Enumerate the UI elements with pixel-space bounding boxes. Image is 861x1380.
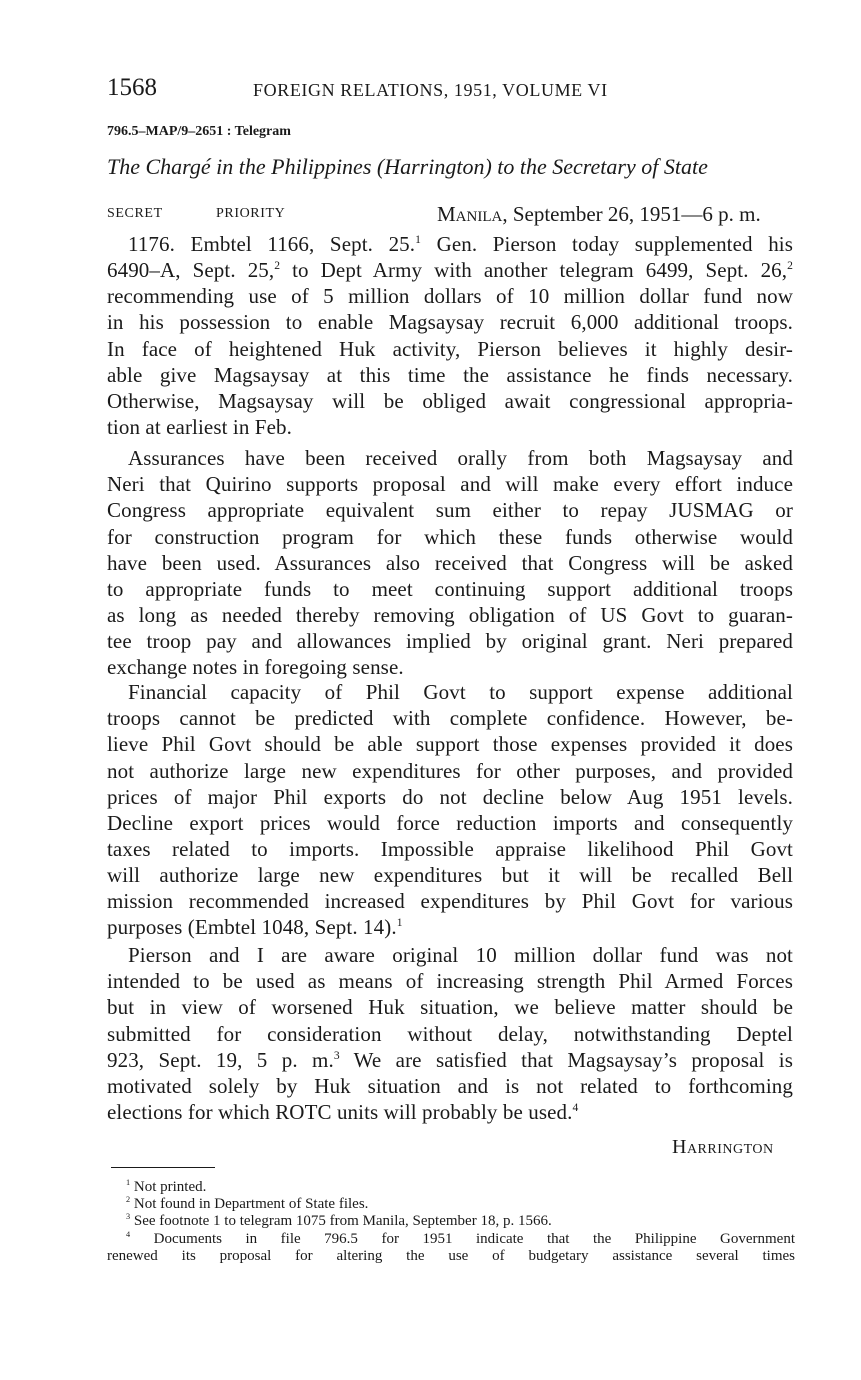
- footnote-number: 4: [126, 1229, 131, 1239]
- text-run: Financial capacity of Phil Govt to support expense additional: [128, 680, 793, 704]
- dateline: [437, 202, 761, 227]
- footnote-text: Not found in Department of State files.: [133, 1196, 369, 1213]
- body-line: [107, 472, 793, 497]
- text-run: troops cannot be predicted with complete confidence. However, be-: [107, 706, 793, 731]
- body-line: [107, 629, 793, 654]
- footnote-text: Documents in file 796.5 for 1951 indicate that the Philippine Government: [153, 1230, 795, 1247]
- footnote-text: Not printed.: [133, 1179, 207, 1195]
- body-line: [107, 337, 793, 362]
- footnote-text: See footnote 1 to telegram 1075 from Manila, September 18, p. 1566.: [133, 1213, 552, 1230]
- footnote: [126, 1196, 368, 1213]
- footnote-number: 2: [126, 1195, 131, 1205]
- text-run: but in view of worsened Huk situation, we believe matter should be: [107, 995, 793, 1020]
- body-line: [107, 603, 793, 628]
- text-run: Gen. Pierson today supplemented his: [421, 232, 793, 256]
- text-run: Assurances have been received orally from both Magsaysay and: [128, 446, 793, 470]
- body-line: [107, 837, 793, 862]
- text-run: for construction program for which these funds otherwise would: [107, 524, 793, 549]
- body-line: [107, 759, 793, 784]
- footnote: [107, 1248, 795, 1265]
- body-line: [107, 1074, 793, 1099]
- text-run: have been used. Assurances also received that Congress will be asked: [107, 550, 793, 575]
- body-line: [128, 232, 793, 257]
- footnote-reference: 1: [396, 917, 403, 930]
- signature: Harrington: [672, 1136, 774, 1158]
- footnote-reference: 2: [787, 260, 794, 273]
- text-run: will authorize large new expenditures but it will be recalled Bell: [107, 863, 793, 887]
- text-run: exchange notes in foregoing sense.: [107, 655, 404, 680]
- text-run: 6490–A, Sept. 25,: [107, 258, 275, 283]
- body-line: [107, 785, 793, 810]
- priority-label: PRIORITY: [216, 206, 286, 221]
- text-run: Neri that Quirino supports proposal and will make every effort induce: [107, 472, 793, 497]
- text-run: as long as needed thereby removing obligation of US Govt to guaran-: [107, 602, 793, 627]
- text-run: intended to be used as means of increasing strength Phil Armed Forces: [107, 969, 793, 994]
- body-line: [128, 943, 793, 968]
- text-run: in his possession to enable Magsaysay recruit 6,000 additional troops.: [107, 310, 793, 335]
- text-run: mission recommended increased expenditures by Phil Govt for various: [107, 889, 793, 914]
- body-line: [128, 446, 793, 471]
- text-run: In face of heightened Huk activity, Pierson believes it highly desir-: [107, 336, 793, 361]
- body-line: [107, 655, 404, 680]
- body-line: [107, 995, 793, 1020]
- text-run: able give Magsaysay at this time the assistance he finds necessary.: [107, 362, 793, 387]
- running-title: FOREIGN RELATIONS, 1951, VOLUME VI: [253, 80, 608, 100]
- body-line: [107, 732, 793, 757]
- text-run: 1176. Embtel 1166, Sept. 25.: [128, 232, 416, 256]
- footnote: [126, 1179, 206, 1196]
- footnote-number: 1: [126, 1178, 131, 1187]
- text-run: to appropriate funds to meet continuing support additional troops: [107, 576, 793, 601]
- footnote-number: 3: [126, 1212, 131, 1222]
- text-run: We are satisfied that Magsaysay’s proposal is: [339, 1047, 793, 1072]
- body-line: [107, 889, 793, 914]
- text-run: taxes related to imports. Impossible appraise likelihood Phil Govt: [107, 836, 793, 861]
- text-run: not authorize large new expenditures for other purposes, and provided: [107, 758, 793, 783]
- text-run: 923, Sept. 19, 5 p. m.: [107, 1047, 334, 1072]
- text-run: tion at earliest in Feb.: [107, 415, 292, 439]
- footnote-reference: 1: [415, 234, 421, 246]
- body-line: [128, 680, 793, 705]
- body-line: [107, 284, 793, 309]
- dateline-date: , September 26, 1951—6 p. m.: [502, 202, 761, 226]
- footnote-reference: 4: [572, 1101, 579, 1114]
- text-run: recommending use of 5 million dollars of 10 million dollar fund now: [107, 284, 793, 309]
- dateline-place: Manila: [437, 202, 503, 226]
- body-line: [107, 811, 793, 836]
- document-title: The Chargé in the Philippines (Harrington) to the Secretary of State: [107, 154, 708, 179]
- text-run: tee troop pay and allowances implied by original grant. Neri prepared: [107, 629, 793, 653]
- text-run: prices of major Phil exports do not decline below Aug 1951 levels.: [107, 784, 793, 809]
- footnote-rule: [111, 1167, 215, 1168]
- text-run: elections for which ROTC units will probably be used.: [107, 1099, 573, 1124]
- body-line: [107, 969, 793, 994]
- text-run: Pierson and I are aware original 10 million dollar fund was not: [128, 943, 793, 967]
- body-line: [107, 551, 793, 576]
- file-reference: 796.5–MAP/9–2651 : Telegram: [107, 124, 291, 139]
- body-line: [107, 525, 793, 550]
- body-line: [107, 706, 793, 731]
- footnote-reference: 3: [333, 1049, 340, 1062]
- body-line: [107, 415, 292, 440]
- body-line: [107, 258, 793, 283]
- footnote-reference: 2: [274, 260, 281, 273]
- page-number: 1568: [107, 74, 157, 101]
- text-run: motivated solely by Huk situation and is not related to forthcoming: [107, 1073, 793, 1098]
- text-run: purposes (Embtel 1048, Sept. 14).: [107, 915, 397, 940]
- body-line: [107, 1100, 578, 1125]
- body-line: [107, 1048, 793, 1073]
- footnote: [126, 1231, 795, 1248]
- text-run: Decline export prices would force reduction imports and consequently: [107, 810, 793, 835]
- body-line: [107, 310, 793, 335]
- body-line: [107, 389, 793, 414]
- text-run: Otherwise, Magsaysay will be obliged await congressional appropria-: [107, 388, 793, 413]
- text-run: to Dept Army with another telegram 6499, Sept. 26,: [280, 258, 788, 283]
- body-line: [107, 498, 793, 523]
- text-run: Congress appropriate equivalent sum either to repay JUSMAG or: [107, 498, 793, 523]
- footnote: [126, 1213, 552, 1230]
- text-run: submitted for consideration without delay, notwithstanding Deptel: [107, 1021, 793, 1046]
- body-line: [107, 363, 793, 388]
- footnote-text: renewed its proposal for altering the use of budgetary assistance several times: [107, 1247, 795, 1264]
- body-line: [107, 577, 793, 602]
- body-line: [107, 1022, 793, 1047]
- body-line: [107, 863, 793, 888]
- body-line: [107, 915, 403, 940]
- text-run: lieve Phil Govt should be able support those expenses provided it does: [107, 732, 793, 757]
- classification-label: SECRET: [107, 206, 163, 221]
